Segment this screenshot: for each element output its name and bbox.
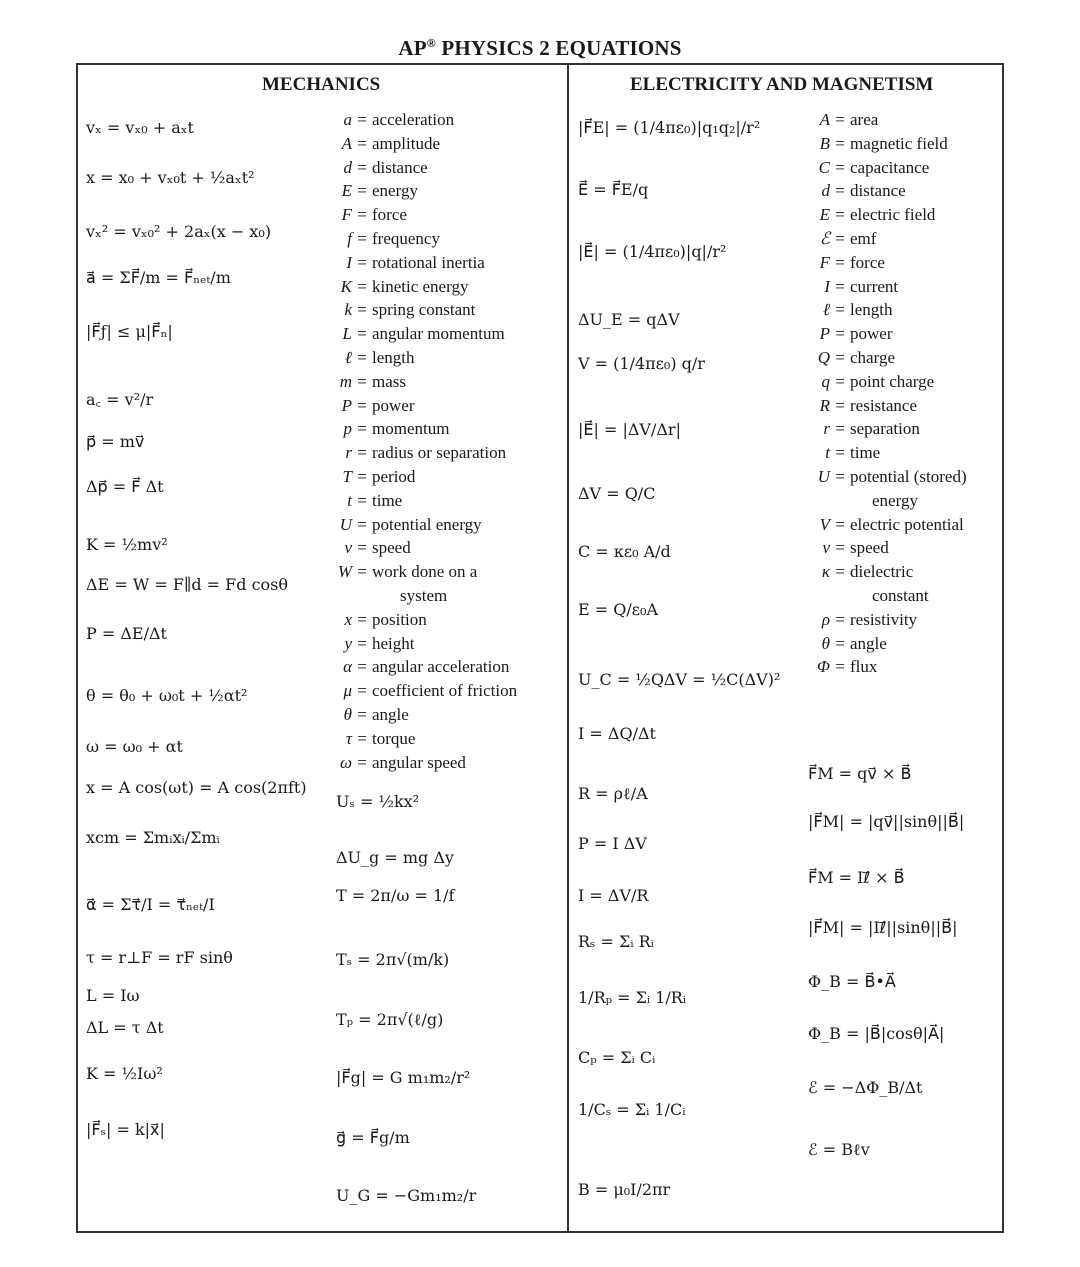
legend-definition: system (400, 585, 448, 605)
equals-sign: = (357, 157, 367, 177)
equals-sign: = (835, 252, 845, 272)
legend-symbol: F (341, 205, 352, 225)
em-equation: |F⃗M| = |Iℓ⃗||sinθ||B⃗| (808, 918, 958, 937)
legend-symbol: t (347, 490, 352, 510)
legend-definition: torque (372, 728, 416, 748)
legend-definition: frequency (372, 228, 440, 248)
legend-symbol: Φ (817, 657, 830, 677)
legend-definition: flux (850, 657, 878, 677)
equals-sign: = (835, 466, 845, 486)
mech-equation: a꜀ = v²/r (86, 390, 154, 409)
legend-symbol: K (340, 276, 352, 296)
legend-definition: energy (872, 490, 918, 510)
legend-item (328, 394, 517, 418)
legend-definition: separation (850, 419, 920, 439)
legend-definition: angular momentum (372, 324, 505, 344)
em-equation: Φ_B = |B⃗|cosθ|A⃗| (808, 1024, 945, 1043)
mech-equation: |F⃗ₛ| = k|x⃗| (86, 1120, 165, 1139)
mech-equation: P = ΔE/Δt (86, 624, 167, 643)
legend-symbol: v (344, 538, 352, 558)
legend-symbol: a (343, 110, 352, 129)
legend-symbol: k (344, 300, 352, 320)
mech-equation: Δp⃗ = F⃗ Δt (86, 477, 164, 496)
legend-definition: position (372, 609, 427, 629)
mech-equation: Tₛ = 2π√(m/k) (336, 950, 450, 969)
equals-sign: = (835, 205, 845, 225)
legend-symbol: R (819, 395, 830, 415)
legend-item (806, 632, 967, 656)
legend-item (806, 298, 967, 322)
legend-symbol: κ (821, 562, 830, 582)
legend-definition: electric field (850, 205, 936, 225)
legend-item (328, 560, 517, 584)
legend-item (328, 727, 517, 751)
legend-symbol: ℓ (822, 300, 830, 320)
equals-sign: = (357, 205, 367, 225)
legend-item (806, 203, 967, 227)
equals-sign: = (357, 228, 367, 248)
legend-item (806, 513, 967, 537)
legend-item (328, 346, 517, 370)
mech-equation: K = ½mv² (86, 535, 168, 554)
legend-definition: amplitude (372, 133, 440, 153)
legend-symbol: Q (817, 347, 830, 367)
equals-sign: = (357, 466, 367, 486)
legend-definition: speed (372, 538, 411, 558)
equals-sign: = (357, 538, 367, 558)
legend-symbol: L (342, 324, 352, 344)
mechanics-legend (328, 108, 517, 774)
legend-definition: kinetic energy (372, 276, 469, 296)
legend-item (806, 560, 967, 584)
equals-sign: = (357, 514, 367, 534)
equals-sign: = (835, 347, 845, 367)
legend-definition: radius or separation (372, 443, 507, 463)
legend-item (806, 489, 967, 513)
equals-sign: = (357, 110, 367, 129)
legend-item (328, 632, 517, 656)
legend-definition: height (372, 633, 415, 653)
legend-definition: momentum (372, 419, 450, 439)
mech-equation: ω = ω₀ + αt (86, 737, 183, 756)
legend-symbol: m (339, 371, 352, 391)
equals-sign: = (357, 276, 367, 296)
legend-item (806, 179, 967, 203)
equals-sign: = (835, 371, 845, 391)
legend-item (328, 679, 517, 703)
legend-item (806, 394, 967, 418)
mech-equation: ΔE = W = F∥d = Fd cosθ (86, 575, 289, 594)
legend-item (328, 441, 517, 465)
em-equation: ΔV = Q/C (578, 484, 656, 503)
legend-definition: length (372, 347, 415, 367)
equals-sign: = (357, 395, 367, 415)
equals-sign: = (357, 704, 367, 724)
legend-symbol: θ (821, 633, 830, 653)
legend-symbol: ℓ (344, 347, 352, 367)
em-equation: C = κε₀ A/d (578, 542, 671, 561)
legend-item (806, 536, 967, 560)
mech-equation: τ = r⊥F = rF sinθ (86, 948, 233, 967)
legend-symbol: W (337, 562, 352, 582)
mech-equation: vₓ² = vₓ₀² + 2aₓ(x − x₀) (86, 222, 272, 241)
legend-symbol: C (818, 157, 830, 177)
legend-item (328, 370, 517, 394)
mech-equation: |F⃗ƒ| ≤ μ|F⃗ₙ| (86, 322, 173, 341)
legend-item (328, 655, 517, 679)
em-equation: F⃗M = Iℓ⃗ × B⃗ (808, 868, 905, 887)
legend-definition: potential (stored) (850, 466, 967, 486)
legend-definition: coefficient of friction (372, 681, 518, 701)
legend-item (806, 370, 967, 394)
mech-equation: x = x₀ + vₓ₀t + ½aₓt² (86, 168, 255, 187)
legend-item (806, 156, 967, 180)
equals-sign: = (835, 538, 845, 558)
legend-symbol: x (344, 609, 352, 629)
legend-symbol: ω (339, 752, 352, 772)
legend-symbol: P (341, 395, 352, 415)
legend-definition: dielectric (850, 562, 914, 582)
legend-symbol: E (341, 181, 352, 201)
em-equation: P = I ΔV (578, 834, 647, 853)
equals-sign: = (835, 562, 845, 582)
legend-definition: resistivity (850, 609, 918, 629)
legend-symbol: f (347, 228, 352, 248)
legend-definition: power (850, 324, 893, 344)
legend-symbol: θ (343, 704, 352, 724)
legend-item (328, 536, 517, 560)
legend-definition: energy (372, 181, 418, 201)
page-title: AP® PHYSICS 2 EQUATIONS (398, 36, 682, 60)
em-equation: 1/Cₛ = Σᵢ 1/Cᵢ (578, 1100, 686, 1119)
legend-symbol: V (819, 514, 830, 534)
legend-symbol: P (819, 324, 830, 344)
legend-symbol: τ (345, 728, 352, 748)
equals-sign: = (835, 609, 845, 629)
legend-symbol: T (342, 466, 352, 486)
equals-sign: = (835, 276, 845, 296)
em-equation: E⃗ = F⃗E/q (578, 180, 649, 199)
em-heading: ELECTRICITY AND MAGNETISM (630, 74, 934, 95)
legend-symbol: α (343, 657, 352, 677)
legend-definition: speed (850, 538, 889, 558)
legend-symbol: I (346, 252, 352, 272)
mech-equation: ΔL = τ Δt (86, 1018, 164, 1037)
legend-symbol: A (819, 110, 830, 129)
legend-symbol: E (819, 205, 830, 225)
legend-item (328, 322, 517, 346)
equals-sign: = (357, 371, 367, 391)
legend-item (806, 608, 967, 632)
legend-item (328, 465, 517, 489)
legend-item (806, 132, 967, 156)
em-equation: Φ_B = B⃗•A⃗ (808, 972, 896, 991)
legend-item (806, 655, 967, 679)
legend-symbol: t (825, 443, 830, 463)
legend-definition: distance (372, 157, 428, 177)
legend-definition: work done on a (372, 562, 478, 582)
legend-definition: charge (850, 347, 895, 367)
legend-item (328, 132, 517, 156)
legend-item (328, 298, 517, 322)
legend-symbol: μ (343, 681, 352, 701)
mech-equation: ΔU_g = mg Δy (336, 848, 454, 867)
legend-symbol: r (823, 419, 830, 439)
em-equation: 1/Rₚ = Σᵢ 1/Rᵢ (578, 988, 687, 1007)
equals-sign: = (835, 324, 845, 344)
legend-symbol: p (343, 419, 352, 439)
legend-item (328, 156, 517, 180)
legend-item (806, 108, 967, 132)
mech-equation: a⃗ = ΣF⃗/m = F⃗ₙₑₜ/m (86, 268, 231, 287)
legend-item (806, 227, 967, 251)
equals-sign: = (357, 633, 367, 653)
legend-item (806, 251, 967, 275)
em-equation: |E⃗| = |ΔV/Δr| (578, 420, 681, 439)
legend-definition: distance (850, 181, 906, 201)
legend-definition: angular acceleration (372, 657, 510, 677)
legend-item (328, 489, 517, 513)
em-equation: Rₛ = Σᵢ Rᵢ (578, 932, 654, 951)
legend-definition: force (850, 252, 885, 272)
legend-symbol: A (341, 133, 352, 153)
equals-sign: = (835, 633, 845, 653)
em-equation: U_C = ½QΔV = ½C(ΔV)² (578, 670, 781, 689)
legend-definition: angle (372, 704, 409, 724)
equals-sign: = (357, 133, 367, 153)
legend-symbol: B (819, 133, 830, 153)
em-equation: I = ΔQ/Δt (578, 724, 656, 743)
legend-definition: current (850, 276, 899, 296)
em-equation: ℰ = Bℓv (808, 1140, 870, 1159)
equals-sign: = (835, 657, 845, 677)
legend-item (328, 227, 517, 251)
em-equation: ℰ = −ΔΦ_B/Δt (808, 1078, 923, 1097)
mech-equation: U_G = −Gm₁m₂/r (336, 1186, 477, 1205)
mech-equation: θ = θ₀ + ω₀t + ½αt² (86, 686, 248, 705)
mech-equation: g⃗ = F⃗g/m (336, 1128, 410, 1147)
equals-sign: = (357, 419, 367, 439)
equals-sign: = (835, 300, 845, 320)
equals-sign: = (357, 681, 367, 701)
equals-sign: = (835, 110, 845, 129)
equals-sign: = (357, 324, 367, 344)
mech-equation: α⃗ = Στ⃗/I = τ⃗ₙₑₜ/I (86, 895, 215, 914)
em-legend (806, 108, 967, 679)
equals-sign: = (357, 728, 367, 748)
equals-sign: = (357, 752, 367, 772)
legend-definition: angular speed (372, 752, 466, 772)
equals-sign: = (357, 347, 367, 367)
legend-item (806, 465, 967, 489)
legend-symbol: U (817, 466, 830, 486)
legend-definition: point charge (850, 371, 935, 391)
equals-sign: = (357, 252, 367, 272)
legend-item (328, 251, 517, 275)
legend-symbol: r (345, 443, 352, 463)
legend-definition: mass (372, 371, 406, 391)
legend-definition: capacitance (850, 157, 930, 177)
equals-sign: = (357, 490, 367, 510)
equals-sign: = (357, 443, 367, 463)
legend-definition: angle (850, 633, 887, 653)
legend-item (806, 584, 967, 608)
mech-equation: x = A cos(ωt) = A cos(2πft) (86, 778, 307, 797)
legend-definition: power (372, 395, 415, 415)
mech-equation: xcm = Σmᵢxᵢ/Σmᵢ (86, 828, 220, 847)
legend-item (328, 513, 517, 537)
legend-symbol: q (821, 371, 830, 391)
legend-definition: spring constant (372, 300, 476, 320)
equals-sign: = (835, 228, 845, 248)
legend-definition: potential energy (372, 514, 482, 534)
legend-definition: force (372, 205, 407, 225)
mech-equation: K = ½Iω² (86, 1064, 163, 1083)
em-equation: I = ΔV/R (578, 886, 649, 905)
em-equation: |E⃗| = (1/4πε₀)|q|/r² (578, 242, 727, 261)
legend-item (806, 322, 967, 346)
legend-symbol: ρ (821, 609, 830, 629)
legend-definition: resistance (850, 395, 918, 415)
legend-definition: rotational inertia (372, 252, 485, 272)
em-equation: F⃗M = qv⃗ × B⃗ (808, 764, 912, 783)
legend-definition: time (372, 490, 403, 510)
equals-sign: = (357, 300, 367, 320)
legend-item (328, 751, 517, 775)
legend-symbol: U (339, 514, 352, 534)
mech-equation: p⃗ = mv⃗ (86, 432, 145, 451)
legend-symbol: I (824, 276, 830, 296)
legend-definition: period (372, 466, 416, 486)
legend-definition: time (850, 443, 881, 463)
em-equation: Cₚ = Σᵢ Cᵢ (578, 1048, 656, 1067)
legend-symbol: d (343, 157, 352, 177)
legend-symbol: ℰ (819, 228, 830, 248)
equals-sign: = (357, 657, 367, 677)
mech-equation: T = 2π/ω = 1/f (336, 886, 455, 905)
equals-sign: = (835, 514, 845, 534)
em-equation: ΔU_E = qΔV (578, 310, 680, 329)
mech-equation: L = Iω (86, 986, 140, 1005)
legend-item (328, 703, 517, 727)
equals-sign: = (835, 443, 845, 463)
legend-symbol: F (819, 252, 830, 272)
legend-item (806, 275, 967, 299)
legend-item (806, 417, 967, 441)
legend-symbol: v (822, 538, 830, 558)
equals-sign: = (835, 133, 845, 153)
legend-definition: emf (850, 228, 877, 248)
em-equation: |F⃗E| = (1/4πε₀)|q₁q₂|/r² (578, 118, 761, 137)
legend-definition: magnetic field (850, 133, 948, 153)
mech-equation: vₓ = vₓ₀ + aₓt (86, 118, 194, 137)
column-divider (567, 63, 569, 1233)
em-equation: E = Q/ε₀A (578, 600, 659, 619)
em-equation: B = μ₀I/2πr (578, 1180, 671, 1199)
em-equation: V = (1/4πε₀) q/r (578, 354, 705, 373)
legend-item (328, 417, 517, 441)
legend-item (806, 346, 967, 370)
legend-definition: length (850, 300, 893, 320)
legend-item (328, 108, 517, 132)
equals-sign: = (357, 562, 367, 582)
legend-item (328, 608, 517, 632)
equals-sign: = (357, 181, 367, 201)
em-equation: R = ρℓ/A (578, 784, 648, 803)
equals-sign: = (835, 395, 845, 415)
legend-item (328, 203, 517, 227)
legend-symbol: d (821, 181, 830, 201)
equals-sign: = (835, 157, 845, 177)
legend-definition: electric potential (850, 514, 964, 534)
equals-sign: = (835, 181, 845, 201)
legend-definition: area (850, 110, 879, 129)
mech-equation: Tₚ = 2π√(ℓ/g) (336, 1010, 444, 1029)
equals-sign: = (357, 609, 367, 629)
legend-item (328, 584, 517, 608)
legend-symbol: y (344, 633, 352, 653)
legend-item (806, 441, 967, 465)
equals-sign: = (835, 419, 845, 439)
mech-equation: |F⃗g| = G m₁m₂/r² (336, 1068, 471, 1087)
mech-equation: Uₛ = ½kx² (336, 792, 420, 811)
em-equation: |F⃗M| = |qv⃗||sinθ||B⃗| (808, 812, 965, 831)
legend-item (328, 275, 517, 299)
legend-definition: acceleration (372, 110, 455, 129)
mechanics-heading: MECHANICS (262, 74, 381, 95)
legend-item (328, 179, 517, 203)
legend-definition: constant (872, 585, 929, 605)
